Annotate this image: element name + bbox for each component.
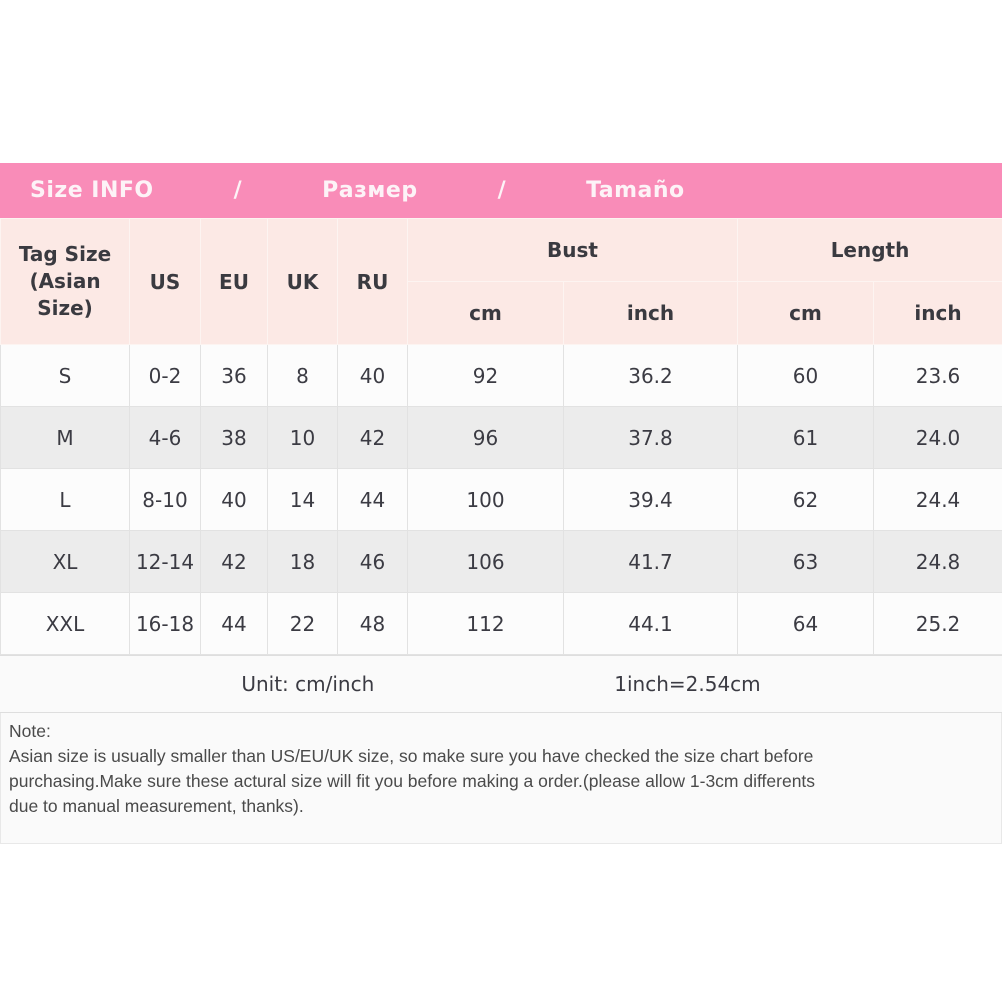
table-cell: 46 [338, 531, 408, 593]
size-chart-content [0, 163, 1002, 844]
banner-title-es: Tamaño [586, 178, 685, 203]
size-label: M [1, 407, 130, 469]
header-tag-size-line2: (Asian Size) [29, 269, 101, 320]
size-label: S [1, 345, 130, 407]
table-cell: 38 [201, 407, 268, 469]
table-cell: 25.2 [874, 593, 1002, 655]
table-cell: 42 [201, 531, 268, 593]
note-line: Asian size is usually smaller than US/EU/UK size, so make sure you have checked the size chart before [9, 745, 814, 766]
table-cell: 39.4 [564, 469, 738, 531]
table-cell: 64 [738, 593, 874, 655]
table-cell: 106 [408, 531, 564, 593]
note-panel [0, 713, 1002, 844]
table-cell: 96 [408, 407, 564, 469]
table-cell: 60 [738, 345, 874, 407]
table-cell: 42 [338, 407, 408, 469]
note-line: purchasing.Make sure these actural size will fit you before making a order.(please allow 1-3cm differents [9, 770, 816, 791]
table-cell: 10 [268, 407, 338, 469]
table-cell: 8 [268, 345, 338, 407]
header-bust-inch: inch [564, 282, 738, 345]
table-cell: 44 [338, 469, 408, 531]
header-eu: EU [201, 219, 268, 345]
header-length-cm: cm [738, 282, 874, 345]
table-cell: 40 [338, 345, 408, 407]
table-cell: 37.8 [564, 407, 738, 469]
size-label: L [1, 469, 130, 531]
header-uk: UK [268, 219, 338, 345]
size-label: XXL [1, 593, 130, 655]
table-cell: 112 [408, 593, 564, 655]
banner-separator: / [497, 178, 507, 203]
table-row-m [1, 407, 1002, 469]
inch-conversion-label: 1inch=2.54cm [614, 672, 761, 696]
table-cell: 23.6 [874, 345, 1002, 407]
table-cell: 4-6 [130, 407, 201, 469]
header-length-inch: inch [874, 282, 1002, 345]
table-cell: 24.8 [874, 531, 1002, 593]
banner-separator: / [233, 178, 243, 203]
table-cell: 44 [201, 593, 268, 655]
table-cell: 63 [738, 531, 874, 593]
table-cell: 24.0 [874, 407, 1002, 469]
table-row-xl [1, 531, 1002, 593]
table-row-s [1, 345, 1002, 407]
table-cell: 18 [268, 531, 338, 593]
table-cell: 12-14 [130, 531, 201, 593]
header-bust: Bust [408, 219, 738, 282]
table-cell: 22 [268, 593, 338, 655]
table-cell: 14 [268, 469, 338, 531]
size-table [0, 218, 1002, 655]
note-line: due to manual measurement, thanks). [9, 795, 304, 816]
header-tag-size [1, 219, 130, 345]
unit-row [0, 655, 1002, 713]
header-bust-cm: cm [408, 282, 564, 345]
header-length: Length [738, 219, 1002, 282]
table-row-xxl [1, 593, 1002, 655]
banner-title-en: Size INFO [30, 178, 154, 203]
header-tag-size-line1: Tag Size [18, 242, 112, 266]
table-cell: 61 [738, 407, 874, 469]
size-info-banner [0, 163, 1002, 218]
table-cell: 40 [201, 469, 268, 531]
table-cell: 44.1 [564, 593, 738, 655]
size-label: XL [1, 531, 130, 593]
unit-label: Unit: cm/inch [241, 672, 375, 696]
header-ru: RU [338, 219, 408, 345]
table-row-l [1, 469, 1002, 531]
note-title: Note: [9, 721, 51, 741]
banner-title-ru: Размер [322, 178, 418, 203]
table-cell: 92 [408, 345, 564, 407]
table-cell: 62 [738, 469, 874, 531]
table-cell: 100 [408, 469, 564, 531]
header-us: US [130, 219, 201, 345]
table-cell: 36 [201, 345, 268, 407]
table-cell: 8-10 [130, 469, 201, 531]
table-cell: 16-18 [130, 593, 201, 655]
table-cell: 36.2 [564, 345, 738, 407]
table-cell: 24.4 [874, 469, 1002, 531]
header-row-top [1, 219, 1002, 282]
table-cell: 41.7 [564, 531, 738, 593]
table-cell: 0-2 [130, 345, 201, 407]
table-cell: 48 [338, 593, 408, 655]
